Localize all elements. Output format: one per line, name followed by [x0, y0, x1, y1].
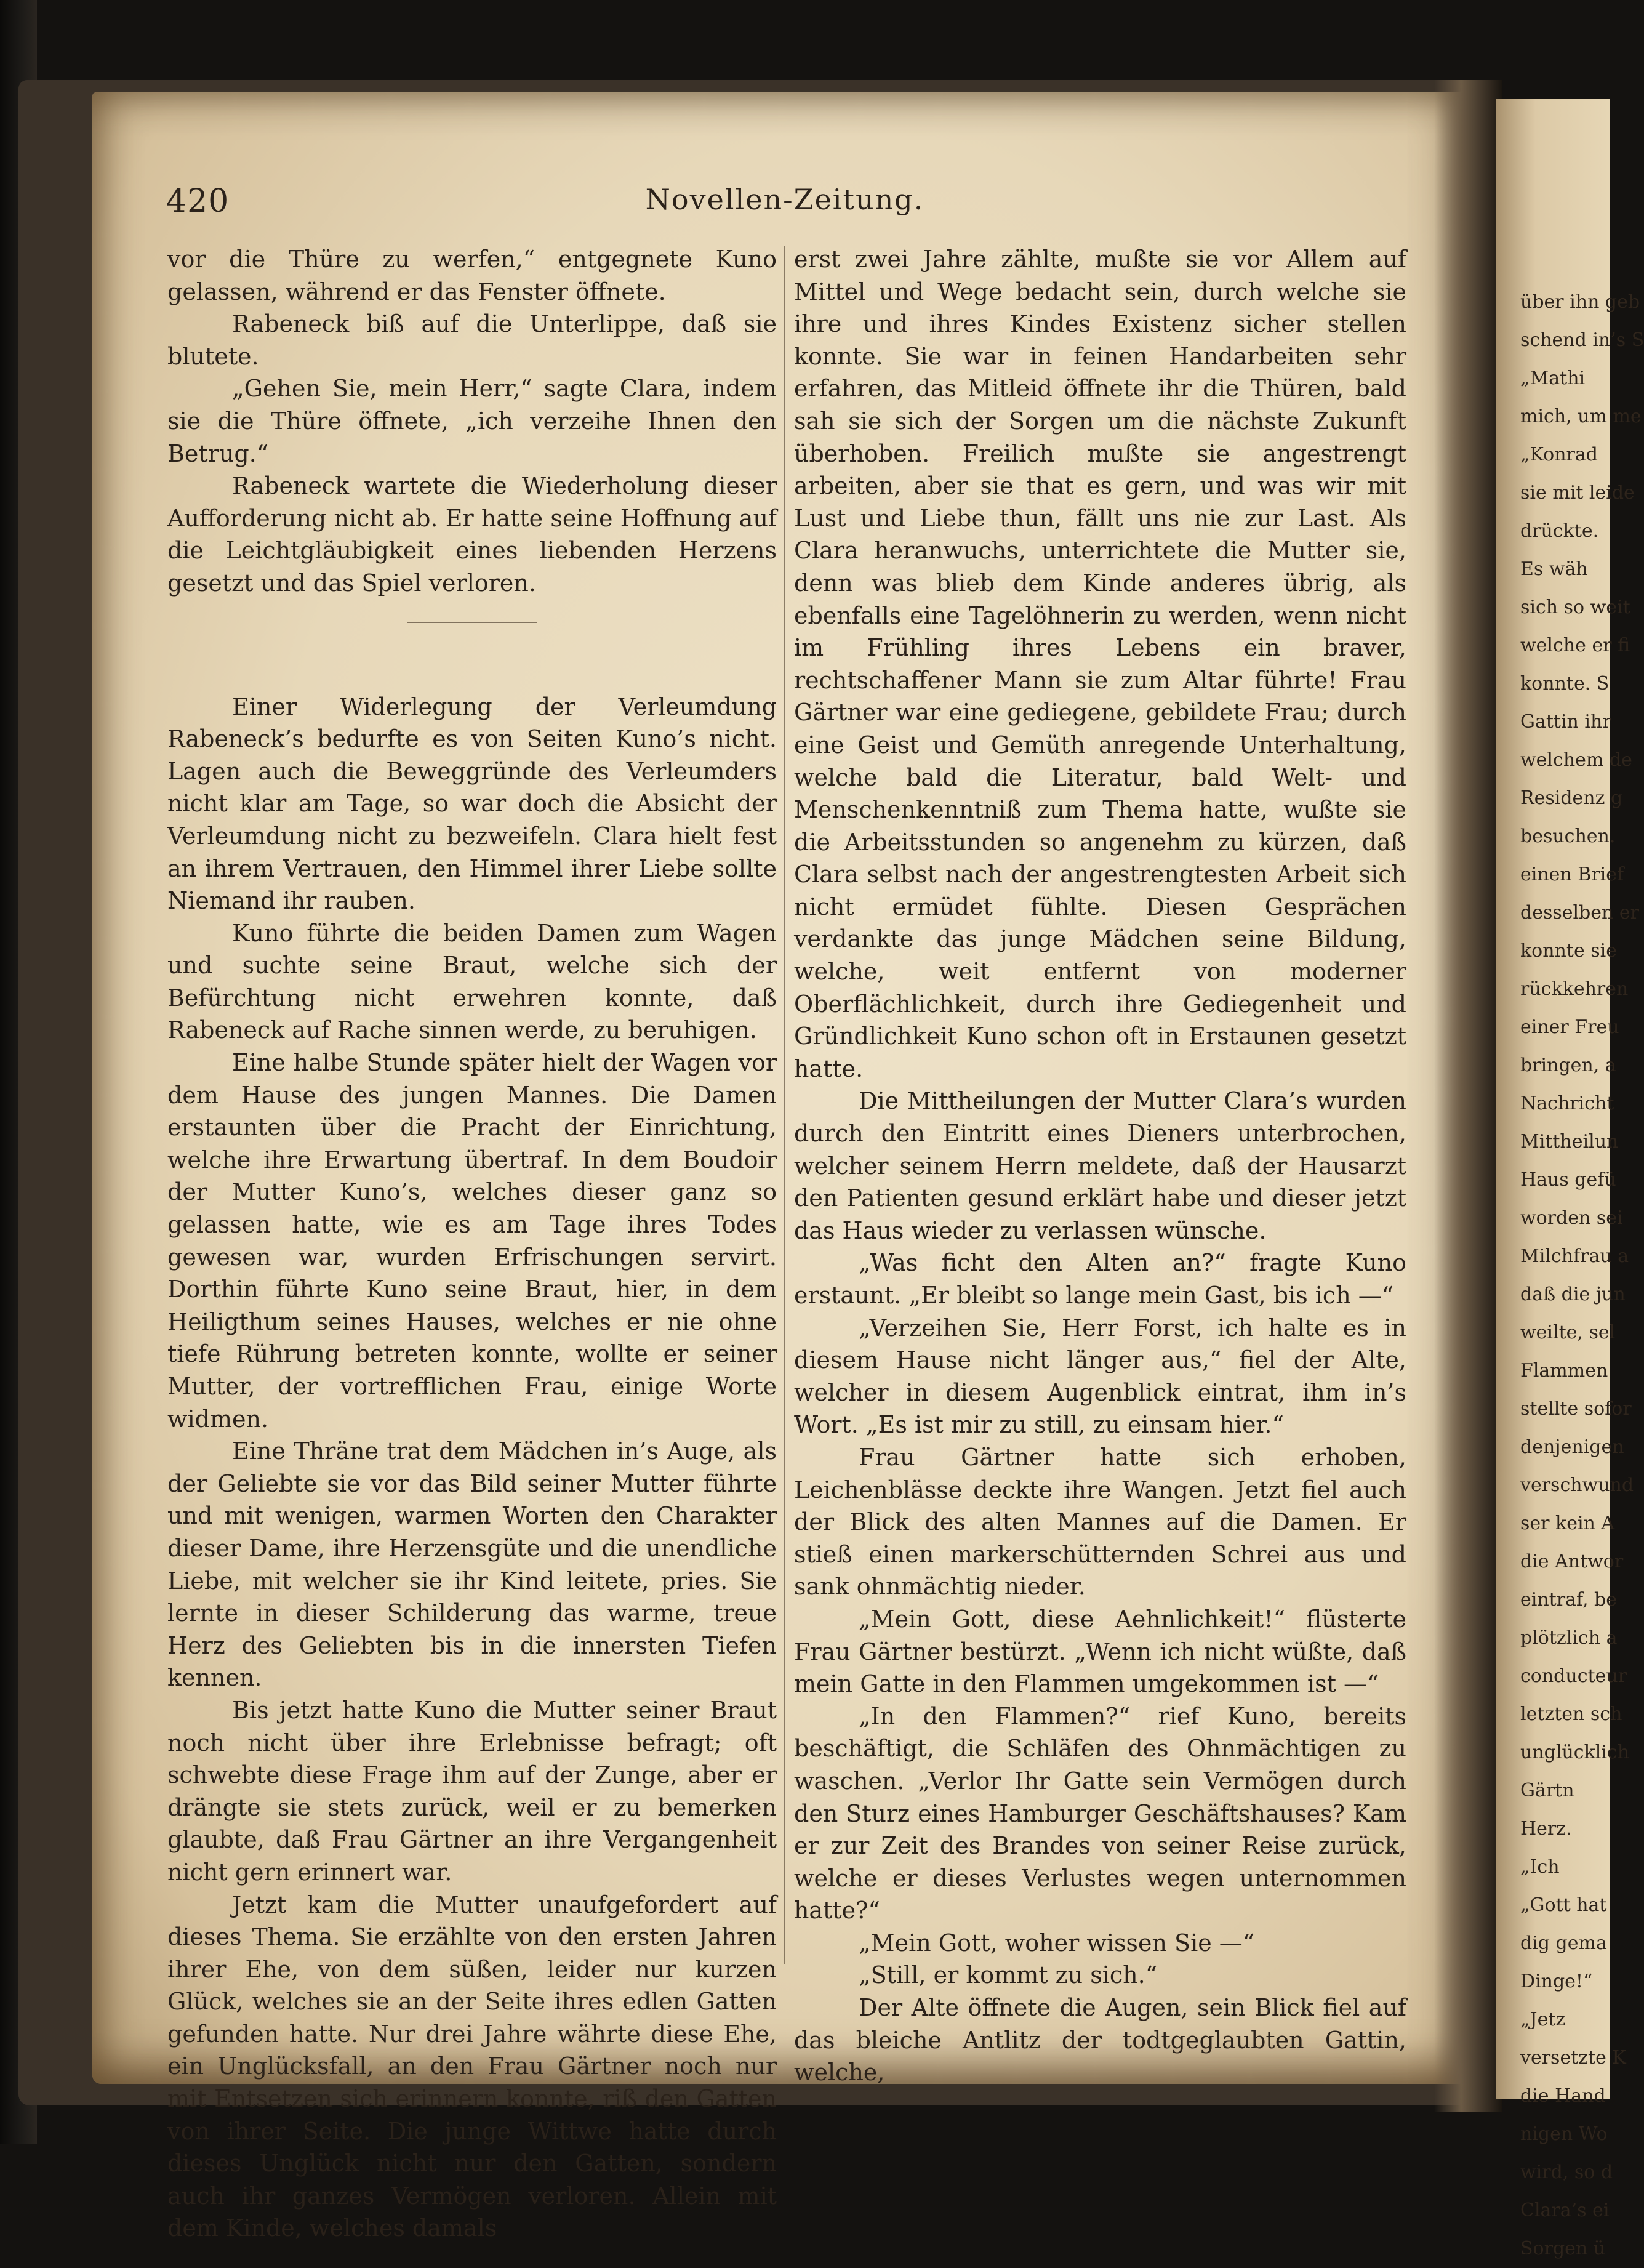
facing-page	[1496, 99, 1644, 2259]
paragraph: Eine Thräne trat dem Mädchen in’s Auge, als der Geliebte sie vor das Bild seiner Mutter führte und mit wenigen, warmen Worten den Charakter dieser Dame, ihre Herzensgüte und die unendliche Liebe, mit welcher sie ihr Kind leitete, pries. Sie lernte in dieser Schilderung das warme, treue Herz des Geliebten bis in die innersten Tiefen kennen.	[167, 1438, 777, 1692]
facing-page-line: desselben er	[1520, 902, 1640, 923]
facing-page-line: Gärtn	[1520, 1780, 1574, 1801]
facing-page-line: dig gema	[1520, 1932, 1607, 1954]
facing-page-line: einen Brief	[1520, 864, 1624, 885]
page-number: 420	[166, 183, 230, 220]
facing-page-line: daß die jun	[1520, 1284, 1626, 1305]
facing-page-line: Milchfrau a	[1520, 1245, 1629, 1267]
facing-page-line: plötzlich a	[1520, 1627, 1618, 1649]
paragraph: „Still, er kommt zu sich.“	[859, 1961, 1158, 1989]
facing-page-line: worden sei	[1520, 1207, 1623, 1229]
facing-page-line: stellte sofor	[1520, 1398, 1632, 1420]
facing-page-line: letzten sch	[1520, 1703, 1622, 1725]
facing-page-line: „Jetz	[1520, 2009, 1566, 2030]
facing-page-line: Gattin ihr	[1520, 711, 1611, 733]
paragraph: „In den Flammen?“ rief Kuno, bereits beschäftigt, die Schläfen des Ohnmächtigen zu waschen. „Verlor Ihr Gatte sein Vermögen durch den Sturz eines Hamburger Geschäftshauses? Kam er zur Zeit des Brandes von seiner Reise zurück, welche er dieses Verlustes wegen unternommen hatte?“	[794, 1702, 1406, 1924]
facing-page-line: die Antwor	[1520, 1551, 1624, 1572]
facing-page-line: Herz.	[1520, 1818, 1572, 1840]
facing-page-line: Sorgen ü	[1520, 2238, 1606, 2259]
facing-page-line: mich, um me	[1520, 406, 1642, 427]
facing-page-line: nigen Wo	[1520, 2123, 1608, 2145]
facing-page-line: Residenz g	[1520, 787, 1623, 809]
facing-page-line: verschwund	[1520, 1474, 1634, 1496]
paragraph: Frau Gärtner hatte sich erhoben, Leichenblässe deckte ihre Wangen. Jetzt fiel auch der Blick des alten Mannes auf die Damen. Er stieß einen markerschütternden Schrei aus und sank ohnmächtig nieder.	[794, 1443, 1406, 1601]
paragraph: „Mein Gott, woher wissen Sie —“	[859, 1929, 1255, 1956]
facing-page-line: sich so weit	[1520, 597, 1630, 618]
facing-page-text	[1520, 283, 1644, 2268]
facing-page-line: „Gott hat	[1520, 1894, 1607, 1916]
paragraph: Rabeneck biß auf die Unterlippe, daß sie blutete.	[167, 310, 777, 370]
section-divider	[407, 622, 537, 623]
facing-page-line: einer Freu	[1520, 1016, 1619, 1038]
facing-page-line: die Hand	[1520, 2085, 1606, 2107]
facing-page-line: versetzte K	[1520, 2047, 1626, 2069]
facing-page-line: bringen, a	[1520, 1055, 1616, 1076]
facing-page-line: „Konrad	[1520, 444, 1598, 465]
facing-page-line: sie mit leide	[1520, 482, 1635, 504]
facing-page-line: konnte sie	[1520, 940, 1617, 962]
facing-page-line: Haus gefü	[1520, 1169, 1616, 1191]
facing-page-line: wird, so d	[1520, 2161, 1613, 2183]
paragraph: Einer Widerlegung der Verleumdung Rabeneck’s bedurfte es von Seiten Kuno’s nicht. Lagen auch die Beweggründe des Verleumders nicht klar am Tage, so war doch die Absicht der Verleumdung nicht zu bezweifeln. Clara hielt fest an ihrem Vertrauen, den Himmel ihrer Liebe sollte Niemand ihr rauben.	[167, 693, 777, 915]
paragraph: „Was ficht den Alten an?“ fragte Kuno erstaunt. „Er bleibt so lange mein Gast, bis ich —“	[794, 1249, 1406, 1309]
facing-page-line: konnte. S	[1520, 673, 1610, 694]
facing-page-line: denjenigen	[1520, 1436, 1624, 1458]
paragraph: „Verzeihen Sie, Herr Forst, ich halte es in diesem Hause nicht länger aus,“ fiel der Alte, welcher in diesem Augenblick eintrat, ihm in’s Wort. „Es ist mir zu still, zu einsam hier.“	[794, 1314, 1406, 1439]
paragraph: „Mein Gott, diese Aehnlichkeit!“ flüsterte Frau Gärtner bestürzt. „Wenn ich nicht wüßte, daß mein Gatte in den Flammen umgekommen ist —“	[794, 1605, 1406, 1698]
paragraph: Eine halbe Stunde später hielt der Wagen vor dem Hause des jungen Mannes. Die Damen erstaunten über die Pracht der Einrichtung, welche ihre Erwartung übertraf. In dem Boudoir der Mutter Kuno’s, welches dieser ganz so gelassen hatte, wie es am Tage ihres Todes gewesen war, wurden Erfrischungen servirt. Dorthin führte Kuno seine Braut, hier, in dem Heiligthum seines Hauses, welches er nie ohne tiefe Rührung betreten konnte, wollte er seiner Mutter, der vortrefflichen Frau, einige Worte widmen.	[167, 1049, 777, 1433]
facing-page-line: welche er fi	[1520, 635, 1630, 656]
facing-page-line: Mittheilun	[1520, 1131, 1619, 1152]
paragraph: vor die Thüre zu werfen,“ entgegnete Kuno gelassen, während er das Fenster öffnete.	[167, 246, 777, 305]
facing-page-line: welchem de	[1520, 749, 1632, 771]
paragraph: erst zwei Jahre zählte, mußte sie vor Allem auf Mittel und Wege bedacht sein, durch welche sie ihre und ihres Kindes Existenz sicher stellen konnte. Sie war in feinen Handarbeiten sehr erfahren, das Mitleid öffnete ihr die Thüren, bald sah sie sich der Sorgen um die nächste Zukunft überhoben. Freilich mußte sie angestrengt arbeiten, aber sie that es gern, und was wir mit Lust und Liebe thun, fällt uns nie zur Last. Als Clara heranwuchs, unterrichtete die Mutter sie, denn was blieb dem Kinde anderes übrig, als ebenfalls eine Tagelöhnerin zu werden, wenn nicht im Frühling ihres Lebens ein braver, rechtschaffener Mann sie zum Altar führte! Frau Gärtner war eine gediegene, gebildete Frau; durch eine Geist und Gemüth anregende Unterhaltung, welche bald die Literatur, bald Welt- und Menschenkenntniß zum Thema hatte, wußte sie die Arbeitsstunden so angenehm zu kürzen, daß Clara selbst nach der angestrengtesten Arbeit sich nicht ermüdet fühlte. Diesen Gesprächen verdankte das junge Mädchen seine Bildung, welche, weit entfernt von moderner Oberflächlichkeit, durch ihre Gediegenheit und Gründlichkeit Kuno schon oft in Erstaunen gesetzt hatte.	[794, 246, 1406, 1082]
facing-page-line: conducteur	[1520, 1665, 1627, 1687]
facing-page-line: schend in’s S	[1520, 329, 1644, 351]
left-column	[167, 243, 777, 2245]
paragraph: Der Alte öffnete die Augen, sein Blick fiel auf das bleiche Antlitz der todtgeglaubten Gattin, welche,	[794, 1994, 1406, 2086]
facing-page-line: besuchen.	[1520, 826, 1616, 847]
paragraph: Rabeneck wartete die Wiederholung dieser Aufforderung nicht ab. Er hatte seine Hoffnung auf die Leichtgläubigkeit eines liebenden Herzens gesetzt und das Spiel verloren.	[167, 472, 777, 597]
facing-page-line: Clara’s ei	[1520, 2200, 1610, 2221]
facing-page-line: eintraf, be	[1520, 1589, 1618, 1611]
paragraph: Kuno führte die beiden Damen zum Wagen und suchte seine Braut, welche sich der Befürchtung nicht erwehren konnte, daß Rabeneck auf Rache sinnen werde, zu beruhigen.	[167, 919, 777, 1044]
column-divider	[784, 246, 785, 1964]
facing-page-line: ser kein A	[1520, 1513, 1615, 1534]
facing-page-line: über ihn geb	[1520, 291, 1640, 313]
paragraph: Bis jetzt hatte Kuno die Mutter seiner Braut noch nicht über ihre Erlebnisse befragt; oft schwebte diese Frage ihm auf der Zunge, aber er drängte sie stets zurück, weil er zu bemerken glaubte, daß Frau Gärtner an ihre Vergangenheit nicht gern erinnert war.	[167, 1696, 777, 1886]
facing-page-line: drückte.	[1520, 520, 1599, 542]
paragraph: „Gehen Sie, mein Herr,“ sagte Clara, indem sie die Thüre öffnete, „ich verzeihe Ihnen den Betrug.“	[167, 375, 777, 467]
facing-page-line: „Ich	[1520, 1856, 1560, 1878]
page-header	[166, 175, 1403, 231]
right-column	[794, 243, 1406, 2089]
facing-page-line: Flammen	[1520, 1360, 1608, 1381]
facing-page-line: Dinge!“	[1520, 1971, 1593, 1992]
facing-page-line: Es wäh	[1520, 558, 1588, 580]
facing-page-line: „Mathi	[1520, 368, 1586, 389]
facing-page-line: Nachricht	[1520, 1093, 1614, 1114]
book-gutter	[1434, 80, 1502, 2112]
paragraph: Die Mittheilungen der Mutter Clara’s wurden durch den Eintritt eines Dieners unterbrochen, welcher seinem Herrn meldete, daß der Hausarzt den Patienten gesund erklärt habe und dieser jetzt das Haus wieder zu verlassen wünsche.	[794, 1087, 1406, 1244]
facing-page-line: rückkehren	[1520, 978, 1629, 1000]
running-title: Novellen-Zeitung.	[645, 183, 924, 216]
facing-page-line: unglücklich	[1520, 1742, 1630, 1763]
facing-page-line: weilte, sel	[1520, 1322, 1616, 1343]
paragraph: Jetzt kam die Mutter unaufgefordert auf dieses Thema. Sie erzählte von den ersten Jahren ihrer Ehe, von dem süßen, leider nur kurzen Glück, welches sie an der Seite ihres edlen Gatten gefunden hatte. Nur drei Jahre währte diese Ehe, ein Unglücksfall, an den Frau Gärtner noch nur mit Entsetzen sich erinnern konnte, riß den Gatten von ihrer Seite. Die junge Wittwe hatte durch dieses Unglück nicht nur den Gatten, sondern auch ihr ganzes Vermögen verloren. Allein mit dem Kinde, welches damals	[167, 1891, 777, 2242]
